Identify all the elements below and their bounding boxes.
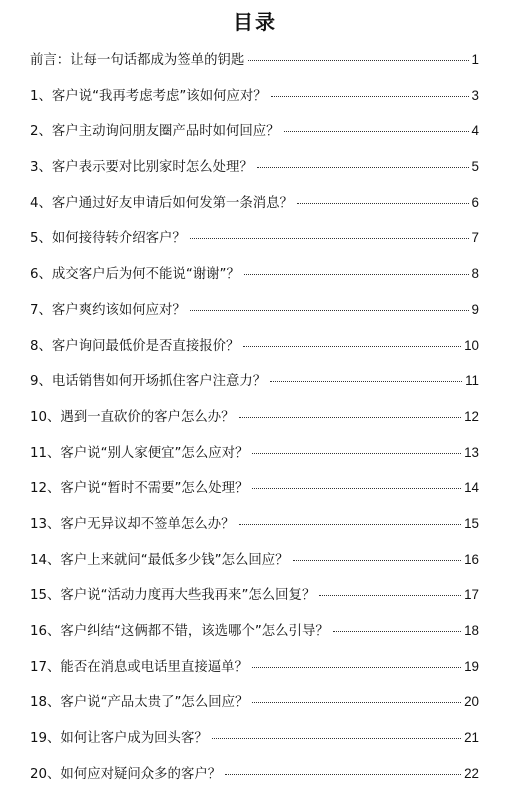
toc-entry-title: 7、客户爽约该如何应对？	[30, 302, 186, 318]
dot-leader	[243, 346, 461, 347]
toc-entry[interactable]	[30, 154, 479, 190]
toc-entry-page-number: 20	[464, 694, 479, 710]
toc-entry-page-number: 16	[464, 551, 479, 567]
toc-entry[interactable]	[30, 404, 479, 440]
toc-entry[interactable]	[30, 582, 479, 618]
toc-entry[interactable]	[30, 618, 479, 654]
toc-entry-page-number: 14	[464, 480, 479, 496]
toc-entry-page-number: 18	[464, 623, 479, 638]
toc-entry-title: 4、客户通过好友申请后如何发第一条消息？	[30, 195, 293, 211]
toc-entry-title: 11、客户说“别人家便宜”怎么应对？	[30, 445, 249, 461]
toc-entry-title: 15、客户说“活动力度再大些我再来”怎么回复？	[30, 588, 316, 604]
toc-entry[interactable]	[30, 297, 479, 333]
dot-leader	[284, 131, 469, 132]
dot-leader	[297, 203, 469, 204]
dot-leader	[239, 417, 462, 418]
toc-entry-title: 5、如何接待转介绍客户？	[30, 231, 186, 247]
dot-leader	[293, 560, 462, 561]
toc-entry-page-number: 19	[464, 658, 479, 674]
toc-entry[interactable]	[30, 225, 479, 261]
toc-entry[interactable]	[30, 368, 479, 404]
dot-leader	[252, 667, 461, 668]
toc-entry-title: 1、客户说“我再考虑考虑”该如何应对？	[30, 88, 267, 104]
toc-entry-page-number: 13	[464, 444, 479, 460]
toc-entry-title: 13、客户无异议却不签单怎么办？	[30, 516, 235, 532]
dot-leader	[244, 274, 469, 275]
toc-title: 目录	[233, 10, 277, 34]
toc-entry[interactable]	[30, 83, 479, 119]
toc-entry-page-number: 12	[464, 408, 479, 424]
dot-leader	[248, 60, 468, 61]
toc-entry[interactable]	[30, 261, 479, 297]
toc-entry-page-number: 17	[464, 587, 479, 603]
toc-entry-title: 2、客户主动询问朋友圈产品时如何回应？	[30, 124, 280, 140]
toc-entry-title: 20、如何应对疑问众多的客户？	[30, 766, 222, 782]
toc-entry-title: 8、客户询问最低价是否直接报价？	[30, 338, 240, 354]
toc-entry[interactable]	[30, 654, 479, 690]
toc-entry[interactable]	[30, 475, 479, 511]
dot-leader	[252, 488, 461, 489]
dot-leader	[225, 774, 461, 775]
toc-entry-title: 6、成交客户后为何不能说“谢谢”？	[30, 267, 240, 283]
toc-entry-page-number: 4	[471, 123, 479, 139]
toc-entry[interactable]	[30, 440, 479, 476]
dot-leader	[252, 702, 461, 703]
toc-entry-page-number: 3	[471, 87, 479, 103]
toc-entry-page-number: 6	[471, 194, 479, 210]
dot-leader	[190, 238, 469, 239]
toc-entry-title: 17、能否在消息或电话里直接逼单？	[30, 659, 248, 675]
toc-entry[interactable]	[30, 725, 479, 761]
toc-entry-title: 12、客户说“暂时不需要”怎么处理？	[30, 481, 249, 497]
toc-entry-title: 10、遇到一直砍价的客户怎么办？	[30, 409, 235, 425]
toc-entry[interactable]	[30, 689, 479, 725]
toc-entry-page-number: 8	[471, 266, 479, 282]
toc-entry-title: 19、如何让客户成为回头客？	[30, 731, 208, 747]
dot-leader	[252, 453, 461, 454]
toc-entry-page-number: 1	[471, 52, 479, 67]
toc-entry-title: 3、客户表示要对比别家时怎么处理？	[30, 160, 253, 176]
toc-entry[interactable]	[30, 47, 479, 83]
dot-leader	[239, 524, 462, 525]
toc-entry-page-number: 15	[464, 515, 479, 531]
dot-leader	[333, 631, 461, 632]
toc-entry-page-number: 7	[471, 230, 479, 246]
toc-entry[interactable]	[30, 761, 479, 796]
toc-entry-page-number: 10	[464, 337, 479, 353]
toc-list	[30, 47, 479, 796]
dot-leader	[257, 167, 469, 168]
toc-entry-title: 16、客户纠结“这俩都不错，该选哪个”怎么引导？	[30, 624, 329, 639]
toc-entry-page-number: 9	[471, 301, 479, 317]
toc-entry-title: 前言：让每一句话都成为签单的钥匙	[30, 53, 245, 68]
toc-entry-page-number: 11	[465, 373, 479, 389]
toc-entry[interactable]	[30, 333, 479, 369]
toc-entry-title: 14、客户上来就问“最低多少钱”怎么回应？	[30, 552, 289, 568]
toc-entry-page-number: 5	[471, 159, 479, 175]
toc-entry[interactable]	[30, 190, 479, 226]
toc-entry-title: 9、电话销售如何开场抓住客户注意力？	[30, 374, 267, 390]
dot-leader	[319, 595, 461, 596]
toc-entry-title: 18、客户说“产品太贵了”怎么回应？	[30, 695, 249, 711]
toc-entry[interactable]	[30, 547, 479, 583]
toc-entry[interactable]	[30, 511, 479, 547]
dot-leader	[271, 96, 469, 97]
dot-leader	[190, 310, 469, 311]
toc-entry-page-number: 22	[464, 765, 479, 781]
dot-leader	[212, 738, 461, 739]
toc-entry-page-number: 21	[464, 730, 479, 746]
toc-entry[interactable]	[30, 118, 479, 154]
dot-leader	[270, 381, 462, 382]
